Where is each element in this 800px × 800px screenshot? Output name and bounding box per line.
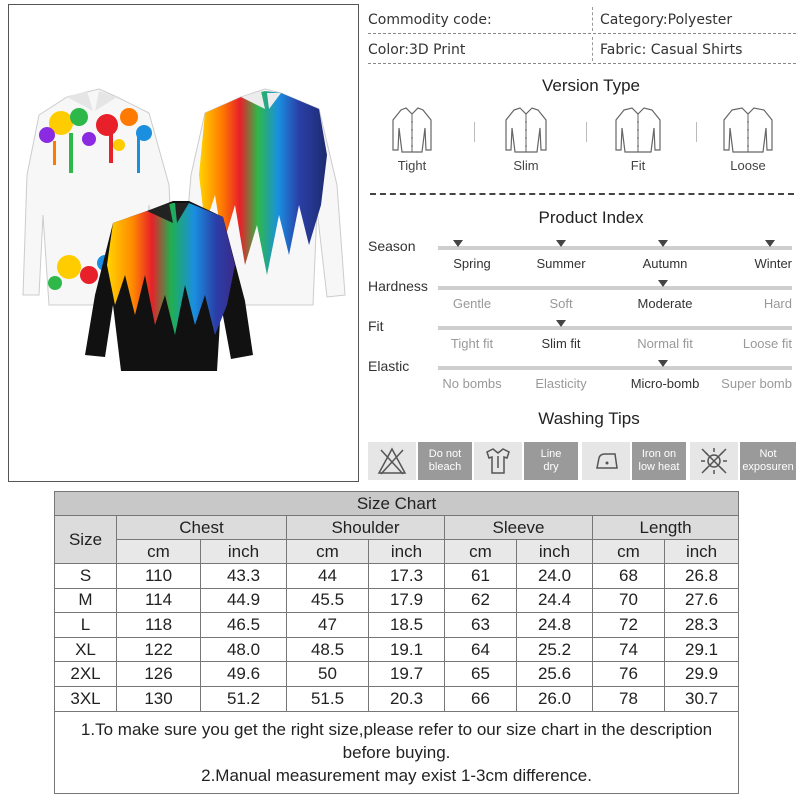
version-type-separator — [474, 122, 475, 142]
measurement-cell: 25.2 — [517, 637, 593, 662]
product-info-panel — [362, 0, 800, 484]
size-cell: L — [55, 613, 117, 638]
index-option: Autumn — [642, 256, 688, 271]
measurement-cell: 24.8 — [517, 613, 593, 638]
section-divider — [370, 193, 794, 195]
unit-inch: inch — [201, 540, 287, 564]
no-sun-exposure-icon — [690, 442, 738, 480]
measurement-cell: 66 — [445, 686, 517, 711]
measurement-cell: 26.0 — [517, 686, 593, 711]
spec-divider — [592, 37, 593, 61]
size-column-header: Size — [55, 516, 117, 564]
measurement-cell: 51.5 — [287, 686, 369, 711]
size-chart-rows — [55, 564, 739, 712]
unit-cm: cm — [117, 540, 201, 564]
index-option: Loose fit — [742, 336, 792, 351]
measurement-cell: 44.9 — [201, 588, 287, 613]
shirt-outline-icon — [612, 106, 664, 154]
sleeve-header: Sleeve — [445, 516, 593, 540]
index-option: Micro-bomb — [630, 376, 700, 391]
product-photo — [8, 4, 359, 482]
index-option: Spring — [453, 256, 491, 271]
measurement-cell: 46.5 — [201, 613, 287, 638]
washing-tip-label: Iron on low heat — [632, 442, 686, 480]
version-type-slim — [486, 106, 566, 173]
version-type-label: Slim — [513, 158, 539, 173]
washing-tips-title: Washing Tips — [538, 409, 640, 428]
table-row — [55, 686, 739, 711]
unit-inch: inch — [369, 540, 445, 564]
version-type-fit — [598, 106, 678, 173]
version-type-separator — [586, 122, 587, 142]
size-chart-table — [54, 491, 739, 794]
measurement-cell: 24.0 — [517, 564, 593, 589]
category-label: Category:Polyester — [600, 12, 733, 28]
measurement-cell: 24.4 — [517, 588, 593, 613]
color-label: Color:3D Print — [368, 42, 466, 58]
shirt-outline-icon — [500, 106, 552, 154]
index-option: Super bomb — [721, 376, 792, 391]
index-bar-elastic — [438, 366, 792, 370]
washing-tip-label: Not exposuren — [740, 442, 796, 480]
size-cell: S — [55, 564, 117, 589]
size-note-2: 2.Manual measurement may exist 1-3cm difference. — [201, 765, 592, 785]
index-option: Soft — [549, 296, 573, 311]
table-row — [55, 613, 739, 638]
unit-inch: inch — [665, 540, 739, 564]
measurement-cell: 64 — [445, 637, 517, 662]
index-bar-hardness — [438, 286, 792, 290]
index-marker — [658, 280, 668, 287]
index-marker — [658, 360, 668, 367]
measurement-cell: 25.6 — [517, 662, 593, 687]
unit-inch: inch — [517, 540, 593, 564]
measurement-cell: 110 — [117, 564, 201, 589]
size-cell: XL — [55, 637, 117, 662]
size-chart-title: Size Chart — [55, 492, 739, 516]
iron-low-heat-icon — [582, 442, 630, 480]
unit-cm: cm — [287, 540, 369, 564]
table-row — [55, 637, 739, 662]
measurement-cell: 62 — [445, 588, 517, 613]
line-dry-icon — [474, 442, 522, 480]
measurement-cell: 118 — [117, 613, 201, 638]
measurement-cell: 48.0 — [201, 637, 287, 662]
measurement-cell: 48.5 — [287, 637, 369, 662]
version-type-title: Version Type — [542, 76, 640, 95]
washing-tip-label: Do not bleach — [418, 442, 472, 480]
index-option: Moderate — [637, 296, 693, 311]
measurement-cell: 70 — [593, 588, 665, 613]
measurement-cell: 17.3 — [369, 564, 445, 589]
shirt-outline-icon — [386, 106, 438, 154]
measurement-cell: 29.1 — [665, 637, 739, 662]
measurement-cell: 122 — [117, 637, 201, 662]
index-option: Normal fit — [637, 336, 693, 351]
measurement-cell: 43.3 — [201, 564, 287, 589]
table-row — [55, 662, 739, 687]
measurement-cell: 51.2 — [201, 686, 287, 711]
measurement-cell: 17.9 — [369, 588, 445, 613]
measurement-cell: 27.6 — [665, 588, 739, 613]
measurement-cell: 76 — [593, 662, 665, 687]
index-marker — [556, 240, 566, 247]
index-option: Hard — [763, 296, 792, 311]
index-label-season: Season — [368, 238, 416, 254]
spec-row-2 — [368, 34, 796, 64]
index-option: Gentle — [452, 296, 492, 311]
size-cell: 2XL — [55, 662, 117, 687]
index-marker — [453, 240, 463, 247]
measurement-cell: 126 — [117, 662, 201, 687]
version-type-separator — [696, 122, 697, 142]
size-chart-notes — [55, 711, 739, 793]
index-label-hardness: Hardness — [368, 278, 428, 294]
measurement-cell: 130 — [117, 686, 201, 711]
measurement-cell: 45.5 — [287, 588, 369, 613]
version-type-label: Fit — [630, 158, 646, 173]
index-marker — [556, 320, 566, 327]
spec-row-1 — [368, 4, 796, 34]
measurement-cell: 20.3 — [369, 686, 445, 711]
measurement-cell: 74 — [593, 637, 665, 662]
measurement-cell: 19.7 — [369, 662, 445, 687]
shirt-outline-icon — [722, 106, 774, 154]
measurement-cell: 19.1 — [369, 637, 445, 662]
size-cell: 3XL — [55, 686, 117, 711]
table-row — [55, 564, 739, 589]
measurement-cell: 50 — [287, 662, 369, 687]
index-option: Slim fit — [541, 336, 581, 351]
no-bleach-icon — [368, 442, 416, 480]
measurement-cell: 61 — [445, 564, 517, 589]
version-type-label: Loose — [730, 158, 766, 173]
commodity-code-label: Commodity code: — [368, 12, 492, 28]
version-type-label: Tight — [397, 158, 427, 173]
index-option: Winter — [754, 256, 792, 271]
index-option: Summer — [536, 256, 586, 271]
measurement-cell: 26.8 — [665, 564, 739, 589]
measurement-cell: 44 — [287, 564, 369, 589]
shoulder-header: Shoulder — [287, 516, 445, 540]
washing-tip-label: Line dry — [524, 442, 578, 480]
index-option: Tight fit — [450, 336, 494, 351]
index-marker — [658, 240, 668, 247]
measurement-cell: 49.6 — [201, 662, 287, 687]
measurement-cell: 30.7 — [665, 686, 739, 711]
index-option: Elasticity — [535, 376, 587, 391]
measurement-cell: 114 — [117, 588, 201, 613]
version-type-tight — [372, 106, 452, 173]
product-index-title: Product Index — [538, 208, 644, 227]
spec-divider — [592, 7, 593, 31]
size-cell: M — [55, 588, 117, 613]
measurement-cell: 47 — [287, 613, 369, 638]
measurement-cell: 72 — [593, 613, 665, 638]
index-label-fit: Fit — [368, 318, 384, 334]
fabric-label: Fabric: Casual Shirts — [600, 42, 743, 58]
version-type-loose — [708, 106, 788, 173]
measurement-cell: 18.5 — [369, 613, 445, 638]
measurement-cell: 29.9 — [665, 662, 739, 687]
measurement-cell: 65 — [445, 662, 517, 687]
measurement-cell: 78 — [593, 686, 665, 711]
measurement-cell: 28.3 — [665, 613, 739, 638]
index-marker — [765, 240, 775, 247]
index-bar-season — [438, 246, 792, 250]
measurement-cell: 68 — [593, 564, 665, 589]
unit-cm: cm — [593, 540, 665, 564]
index-option: No bombs — [442, 376, 502, 391]
table-row — [55, 588, 739, 613]
length-header: Length — [593, 516, 739, 540]
measurement-cell: 63 — [445, 613, 517, 638]
unit-cm: cm — [445, 540, 517, 564]
size-note-1: 1.To make sure you get the right size,please refer to our size chart in the description before buying. — [80, 719, 713, 762]
chest-header: Chest — [117, 516, 287, 540]
index-bar-fit — [438, 326, 792, 330]
index-label-elastic: Elastic — [368, 358, 410, 374]
